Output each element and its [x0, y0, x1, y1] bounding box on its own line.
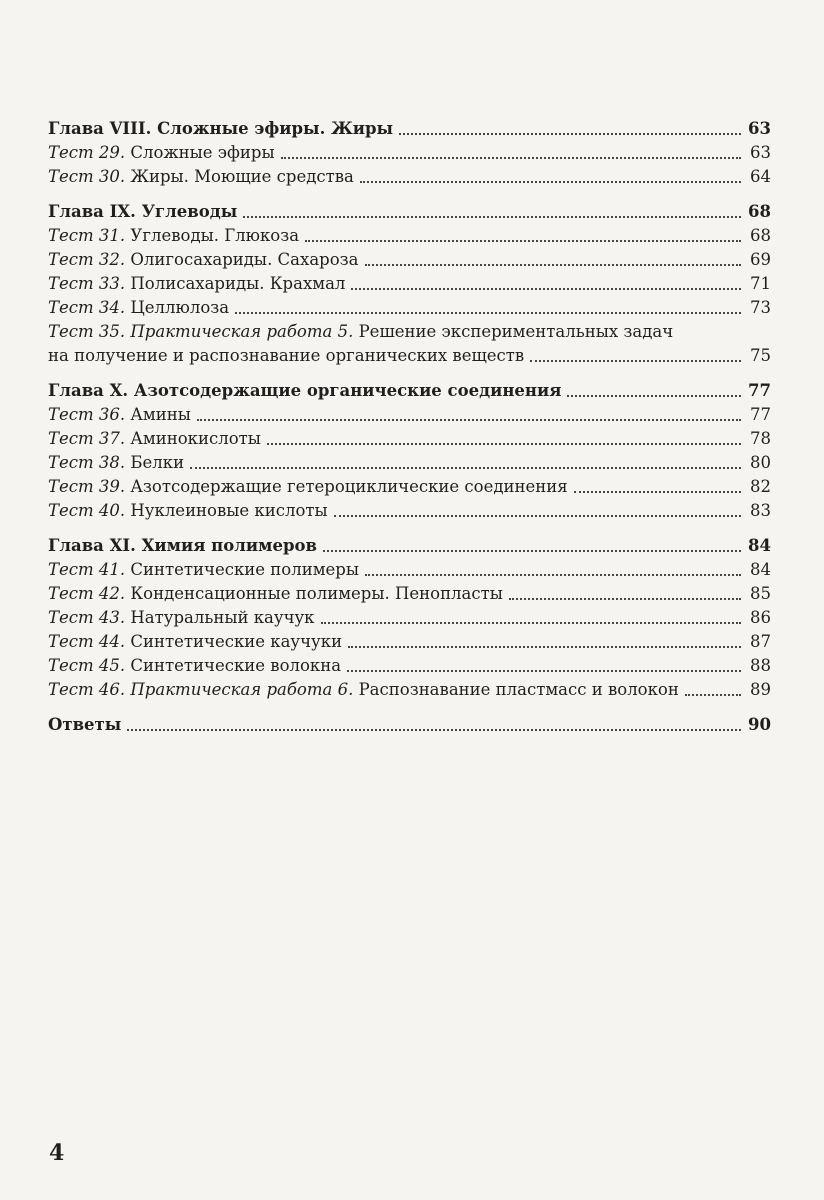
chapter-title: Глава IX. Углеводы	[48, 202, 238, 221]
test-title: Синтетические каучуки	[130, 632, 343, 651]
test-entry[interactable]	[48, 141, 771, 165]
dot-leader	[243, 216, 741, 218]
dot-leader	[305, 240, 741, 242]
page-ref: 90	[748, 715, 771, 734]
dot-leader	[509, 598, 741, 600]
test-entry[interactable]	[48, 427, 771, 451]
test-title: Олигосахариды. Сахароза	[130, 250, 359, 269]
test-title: Белки	[130, 453, 185, 472]
test-entry-multiline[interactable]	[48, 320, 771, 368]
test-entry[interactable]	[48, 296, 771, 320]
test-title: Синтетические волокна	[130, 656, 342, 675]
page-ref: 69	[750, 250, 771, 269]
test-prefix: Тест 29.	[48, 143, 126, 162]
test-prefix: Тест 35.	[48, 322, 126, 341]
test-title: Конденсационные полимеры. Пенопласты	[130, 584, 503, 603]
test-title: Синтетические полимеры	[130, 560, 359, 579]
test-title: Натуральный каучук	[130, 608, 315, 627]
test-prefix: Тест 39.	[48, 477, 126, 496]
test-title: Распознавание пластмасс и волокон	[358, 680, 679, 699]
page-ref: 86	[750, 608, 771, 627]
chapter-title: Глава X. Азотсодержащие органические соединения	[48, 381, 562, 400]
dot-leader	[323, 550, 741, 552]
dot-leader	[281, 157, 741, 159]
dot-leader	[351, 288, 741, 290]
page-ref: 88	[750, 656, 771, 675]
test-prefix: Тест 40.	[48, 501, 126, 520]
dot-leader	[574, 491, 741, 493]
dot-leader	[567, 395, 741, 397]
page-ref: 75	[750, 346, 771, 365]
test-title: Амины	[130, 405, 191, 424]
test-entry[interactable]	[48, 582, 771, 606]
dot-leader	[360, 181, 741, 183]
chapter-title: Глава VIII. Сложные эфиры. Жиры	[48, 119, 394, 138]
dot-leader	[685, 694, 741, 696]
test-prefix: Тест 45.	[48, 656, 126, 675]
test-prefix: Тест 32.	[48, 250, 126, 269]
chapter-section	[48, 379, 771, 523]
table-of-contents	[48, 117, 771, 748]
dot-leader	[235, 312, 741, 314]
test-title: Целлюлоза	[130, 298, 230, 317]
test-prefix: Тест 42.	[48, 584, 126, 603]
dot-leader	[348, 646, 741, 648]
test-entry[interactable]	[48, 606, 771, 630]
test-prefix: Тест 46.	[48, 680, 126, 699]
test-entry[interactable]	[48, 403, 771, 427]
test-title: Нуклеиновые кислоты	[130, 501, 328, 520]
chapter-entry[interactable]	[48, 379, 771, 403]
test-entry[interactable]	[48, 678, 771, 702]
page-ref: 63	[748, 119, 771, 138]
test-prefix: Тест 38.	[48, 453, 126, 472]
page-ref: 80	[750, 453, 771, 472]
test-title: Углеводы. Глюкоза	[130, 226, 300, 245]
test-prefix: Тест 44.	[48, 632, 126, 651]
page-ref: 68	[750, 226, 771, 245]
dot-leader	[334, 515, 741, 517]
test-prefix: Тест 37.	[48, 429, 126, 448]
chapter-entry[interactable]	[48, 200, 771, 224]
test-title: Сложные эфиры	[130, 143, 275, 162]
test-entry[interactable]	[48, 475, 771, 499]
page-ref: 73	[750, 298, 771, 317]
page-ref: 77	[748, 381, 771, 400]
chapter-entry[interactable]	[48, 117, 771, 141]
test-entry[interactable]	[48, 165, 771, 189]
test-entry[interactable]	[48, 499, 771, 523]
page-ref: 71	[750, 274, 771, 293]
chapter-entry[interactable]	[48, 534, 771, 558]
test-title-continuation: на получение и распознавание органических веществ	[48, 346, 525, 365]
test-title: Полисахариды. Крахмал	[130, 274, 346, 293]
test-prefix: Тест 30.	[48, 167, 126, 186]
page-ref: 84	[750, 560, 771, 579]
page-ref: 84	[748, 536, 771, 555]
page-ref: 63	[750, 143, 771, 162]
page-ref: 64	[750, 167, 771, 186]
test-prefix: Тест 34.	[48, 298, 126, 317]
test-title: Аминокислоты	[130, 429, 261, 448]
test-title: Решение экспериментальных задач	[358, 322, 674, 341]
dot-leader	[347, 670, 741, 672]
practical-work-label: Практическая работа 5.	[130, 322, 354, 341]
test-entry[interactable]	[48, 224, 771, 248]
chapter-title: Глава XI. Химия полимеров	[48, 536, 317, 555]
practical-work-label: Практическая работа 6.	[130, 680, 354, 699]
chapter-section	[48, 200, 771, 368]
test-prefix: Тест 33.	[48, 274, 126, 293]
test-entry[interactable]	[48, 630, 771, 654]
test-title: Азотсодержащие гетероциклические соединения	[130, 477, 568, 496]
page-ref: 87	[750, 632, 771, 651]
test-entry[interactable]	[48, 272, 771, 296]
page-ref: 77	[750, 405, 771, 424]
page-number: 4	[49, 1140, 65, 1166]
chapter-section	[48, 534, 771, 702]
test-prefix: Тест 36.	[48, 405, 126, 424]
test-entry[interactable]	[48, 558, 771, 582]
dot-leader	[267, 443, 741, 445]
page-ref: 89	[750, 680, 771, 699]
dot-leader	[127, 729, 741, 731]
dot-leader	[530, 360, 741, 362]
dot-leader	[399, 133, 741, 135]
answers-title: Ответы	[48, 715, 122, 734]
test-prefix: Тест 41.	[48, 560, 126, 579]
chapter-section	[48, 117, 771, 189]
answers-section	[48, 713, 771, 737]
test-entry[interactable]	[48, 654, 771, 678]
dot-leader	[190, 467, 741, 469]
test-entry[interactable]	[48, 248, 771, 272]
test-prefix: Тест 31.	[48, 226, 126, 245]
test-title: Жиры. Моющие средства	[130, 167, 354, 186]
test-prefix: Тест 43.	[48, 608, 126, 627]
page-ref: 85	[750, 584, 771, 603]
dot-leader	[365, 264, 742, 266]
dot-leader	[197, 419, 741, 421]
answers-entry[interactable]	[48, 713, 771, 737]
dot-leader	[321, 622, 742, 624]
page-ref: 82	[750, 477, 771, 496]
page-ref: 68	[748, 202, 771, 221]
dot-leader	[365, 574, 741, 576]
test-entry[interactable]	[48, 451, 771, 475]
page-ref: 83	[750, 501, 771, 520]
page-ref: 78	[750, 429, 771, 448]
